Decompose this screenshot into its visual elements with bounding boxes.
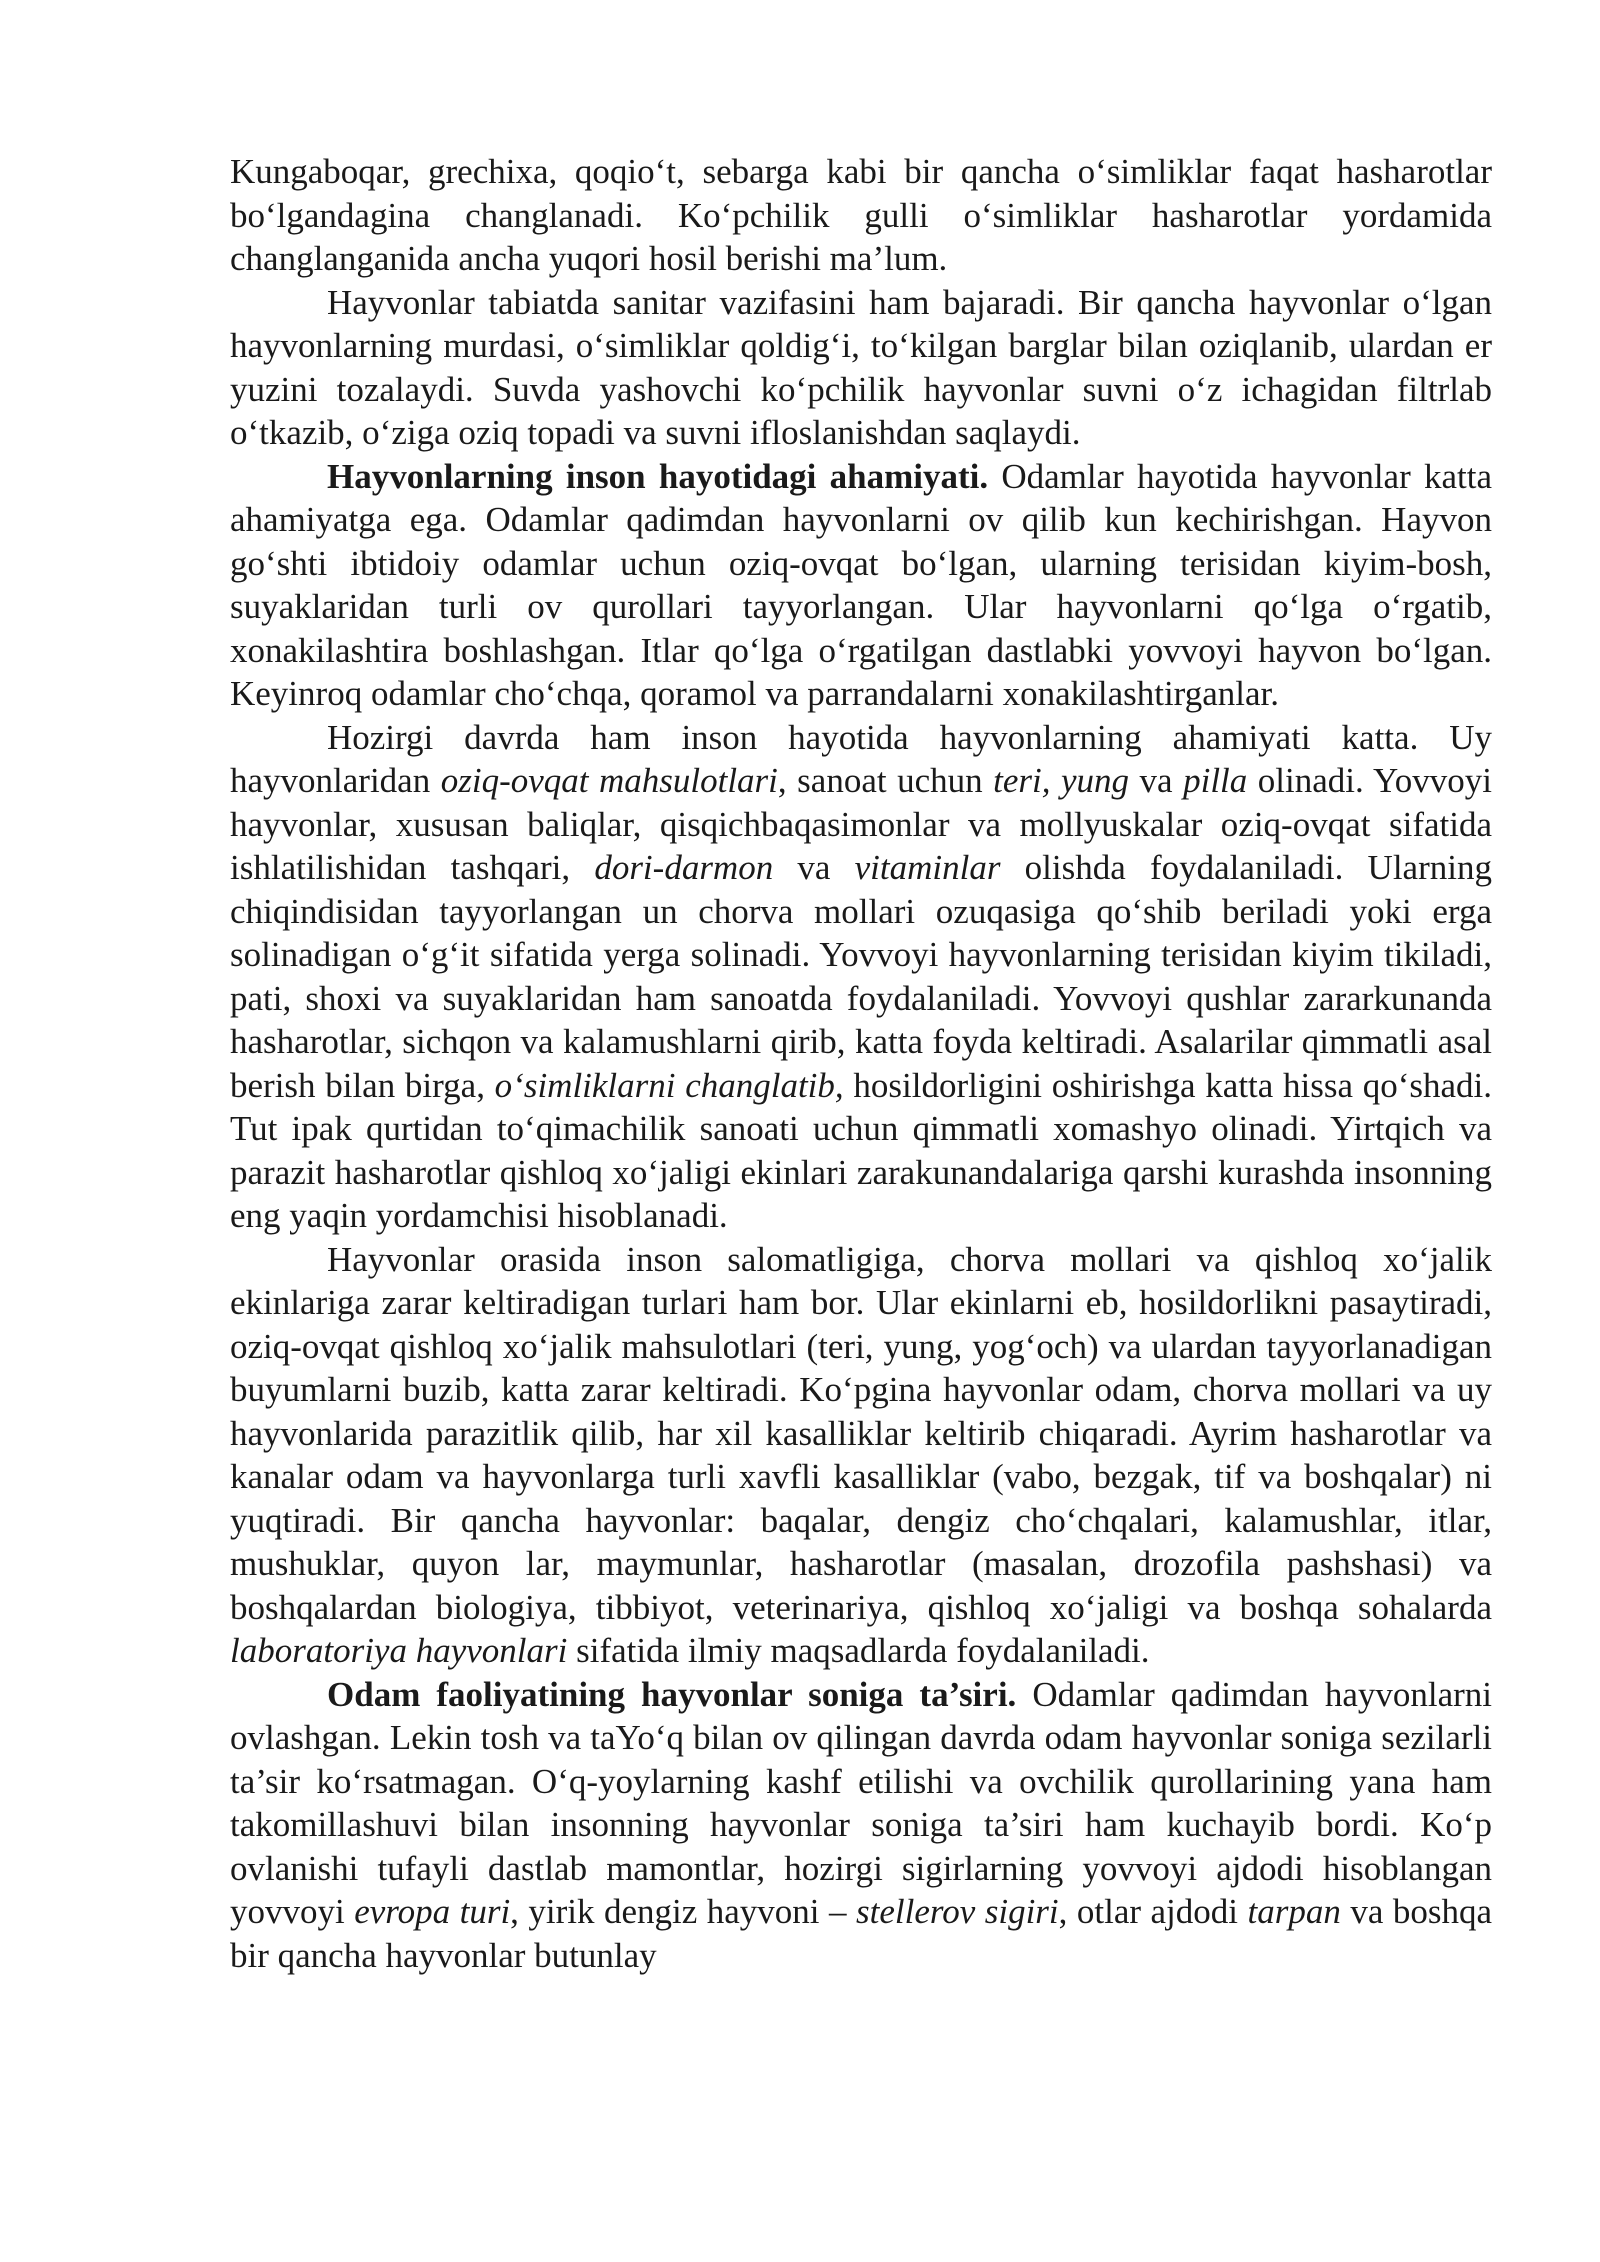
- text-run: , sanoat uchun: [777, 761, 994, 800]
- paragraph-text: Hayvonlar tabiatda sanitar vazifasini ham bajaradi. Bir qancha hayvonlar o‘lgan hayvonlarning murdasi, o‘simliklar qoldig‘i, to‘kilgan barglar bilan oziqlanib, ulardan er yuzini tozalaydi. Suvda yashovchi ko‘pchilik hayvonlar suvni o‘z ichagidan filtrlab o‘tkazib, o‘ziga oziq topadi va suvni ifloslanishdan saqlaydi.: [230, 282, 1492, 452]
- paragraph-importance-for-humans: [230, 455, 1492, 716]
- section-heading-human-impact: Odam faoliyatining hayvonlar soniga ta’siri.: [327, 1674, 1017, 1714]
- text-run: olinadi. Yovvoyi hayvonlar, xususan baliqlar, qisqichbaqasimonlar va mollyuskalar oziq-ovqat sifatida ishlatilishidan tashqari,: [230, 761, 1492, 887]
- paragraph-modern-importance: [230, 716, 1492, 1238]
- paragraph-harmful-animals: [230, 1238, 1492, 1673]
- paragraph-pollination: [230, 150, 1492, 281]
- italic-term: vitaminlar: [854, 848, 1001, 887]
- paragraph-text: Kungaboqar, grechixa, qoqio‘t, sebarga kabi bir qancha o‘simliklar faqat hasharotlar bo‘lgandagina changlanadi. Ko‘pchilik gulli o‘simliklar hasharotlar yordamida changlanganida ancha yuqori hosil berishi ma’lum.: [230, 152, 1492, 278]
- text-run: hosildorligini oshirishga katta hissa qo‘shadi. Tut ipak qurtidan to‘qimachilik sanoati uchun qimmatli xomashyo olinadi. Yirtqich va parazit hasharotlar qishloq xo‘jaligi ekinlari zarakunandalariga qarshi kurashda insonning eng yaqin yordamchisi hisoblanadi.: [230, 1065, 1492, 1235]
- italic-term: o‘simliklarni changlatib,: [494, 1065, 844, 1105]
- italic-term: dori-darmon: [594, 848, 774, 887]
- paragraph-human-impact: [230, 1673, 1492, 1978]
- text-run: olishda foydalaniladi. Ularning chiqindisidan tayyorlangan un chorva mollari ozuqasiga qo‘shib beriladi yoki erga solinadigan o‘g‘it sifatida yerga solinadi. Yovvoyi hayvonlarning terisidan kiyim tikiladi, pati, shoxi va suyaklaridan ham sanoatda foydalaniladi. Yovvoyi qushlar zararkunanda hasharotlar, sichqon va kalamushlarni qirib, katta foyda keltiradi. Asalarilar qimmatli asal berish bilan birga,: [230, 848, 1492, 1105]
- text-run: Hozirgi davrda ham inson hayotida hayvonlarning ahamiyati katta. Uy hayvonlaridan: [230, 717, 1492, 800]
- paragraph-sanitary-role: [230, 281, 1492, 455]
- paragraph-text: Odamlar hayotida hayvonlar katta ahamiyatga ega. Odamlar qadimdan hayvonlarni ov qilib kun kechirishgan. Hayvon go‘shti ibtidoiy odamlar uchun oziq-ovqat bo‘lgan, ularning terisidan kiyim-bosh, suyaklaridan turli ov qurollari tayyorlangan. Ular hayvonlarni qo‘lga o‘rgatib, xonakilashtira boshlashgan. Itlar qo‘lga o‘rgatilgan dastlabki yovvoyi hayvon bo‘lgan. Keyinroq odamlar cho‘chqa, qoramol va parrandalarni xonakilashtirganlar.: [230, 456, 1492, 713]
- italic-term: laboratoriya hayvonlari: [230, 1631, 568, 1670]
- text-run: , yirik dengiz hayvoni –: [510, 1892, 857, 1931]
- italic-term: stellerov sigiri: [856, 1892, 1059, 1931]
- text-run: va boshqa bir qancha hayvonlar butunlay: [230, 1892, 1492, 1975]
- italic-term: teri, yung: [993, 761, 1130, 800]
- document-page: [230, 150, 1492, 1977]
- italic-term: tarpan: [1247, 1892, 1341, 1931]
- text-run: sifatida ilmiy maqsadlarda foydalaniladi.: [567, 1631, 1150, 1670]
- text-run: va: [773, 848, 855, 887]
- text-run: , otlar ajdodi: [1058, 1892, 1248, 1931]
- text-run: va: [1129, 761, 1184, 800]
- italic-term: evropa turi: [354, 1892, 511, 1931]
- section-heading-importance: Hayvonlarning inson hayotidagi ahamiyati.: [327, 456, 989, 496]
- italic-term: oziq-ovqat mahsulotlari: [440, 761, 778, 800]
- text-run: Hayvonlar orasida inson salomatligiga, chorva mollari va qishloq xo‘jalik ekinlariga zarar keltiradigan turlari ham bor. Ular ekinlarni eb, hosildorlikni pasaytiradi, oziq-ovqat qishloq xo‘jalik mahsulotlari (teri, yung, yog‘och) va ulardan tayyorlanadigan buyumlarni buzib, katta zarar keltiradi. Ko‘pgina hayvonlar odam, chorva mollari va uy hayvonlarida parazitlik qilib, har xil kasalliklar keltirib chiqaradi. Ayrim hasharotlar va kanalar odam va hayvonlarga turli xavfli kasalliklar (vabo, bezgak, tif va boshqalar) ni yuqtiradi. Bir qancha hayvonlar: baqalar, dengiz cho‘chqalari, kalamushlar, itlar, mushuklar, quyon lar, maymunlar, hasharotlar (masalan, drozofila pashshasi) va boshqalardan biologiya, tibbiyot, veterinariya, qishloq xo‘jaligi va boshqa sohalarda: [230, 1239, 1492, 1627]
- italic-term: pilla: [1183, 761, 1248, 800]
- text-run: Odamlar qadimdan hayvonlarni ovlashgan. Lekin tosh va taYo‘q bilan ov qilingan davrda odam hayvonlar soniga sezilarli ta’sir ko‘rsatmagan. O‘q-yoylarning kashf etilishi va ovchilik qurollarining yana ham takomillashuvi bilan insonning hayvonlar soniga ta’siri ham kuchayib bordi. Ko‘p ovlanishi tufayli dastlab mamontlar, hozirgi sigirlarning yovvoyi ajdodi hisoblangan yovvoyi: [230, 1674, 1492, 1931]
